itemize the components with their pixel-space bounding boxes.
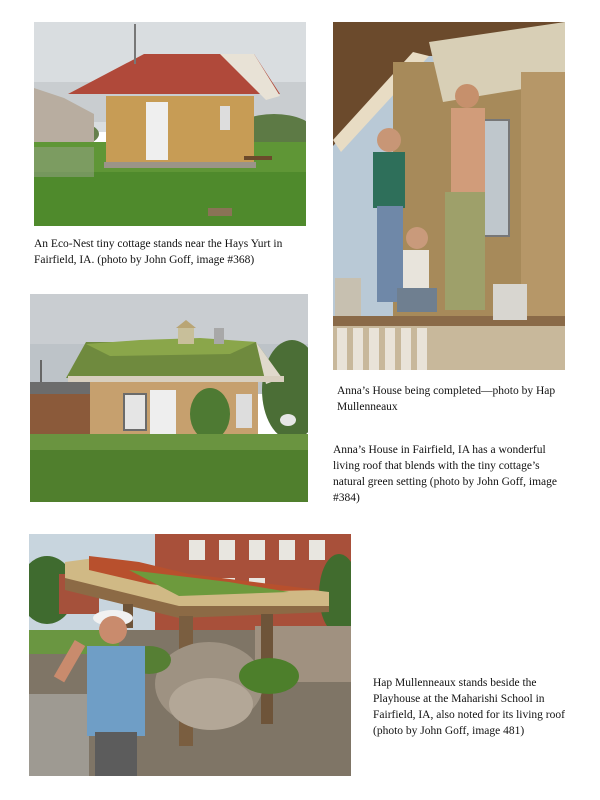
photo-playhouse-maharishi — [29, 534, 351, 776]
photo-annas-house-living-roof — [30, 294, 308, 502]
caption-playhouse: Hap Mullenneaux stands beside the Playhouse at the Maharishi School in Fairfield, IA, also noted for its living roof (photo by John Goff, image 481) — [373, 677, 565, 737]
caption-annas-house-completed: Anna’s House being completed—photo by Hap Mullenneaux — [337, 385, 556, 413]
photo-eco-nest-cottage — [34, 22, 306, 226]
caption-eco-nest: An Eco-Nest tiny cottage stands near the Hays Yurt in Fairfield, IA. (photo by John Goff, image #368) — [34, 238, 283, 266]
photo-annas-house-construction — [333, 22, 565, 370]
caption-annas-house-living-roof: Anna’s House in Fairfield, IA has a wonderful living roof that blends with the tiny cottage’s natural green setting (photo by John Goff, image #384) — [333, 444, 557, 504]
